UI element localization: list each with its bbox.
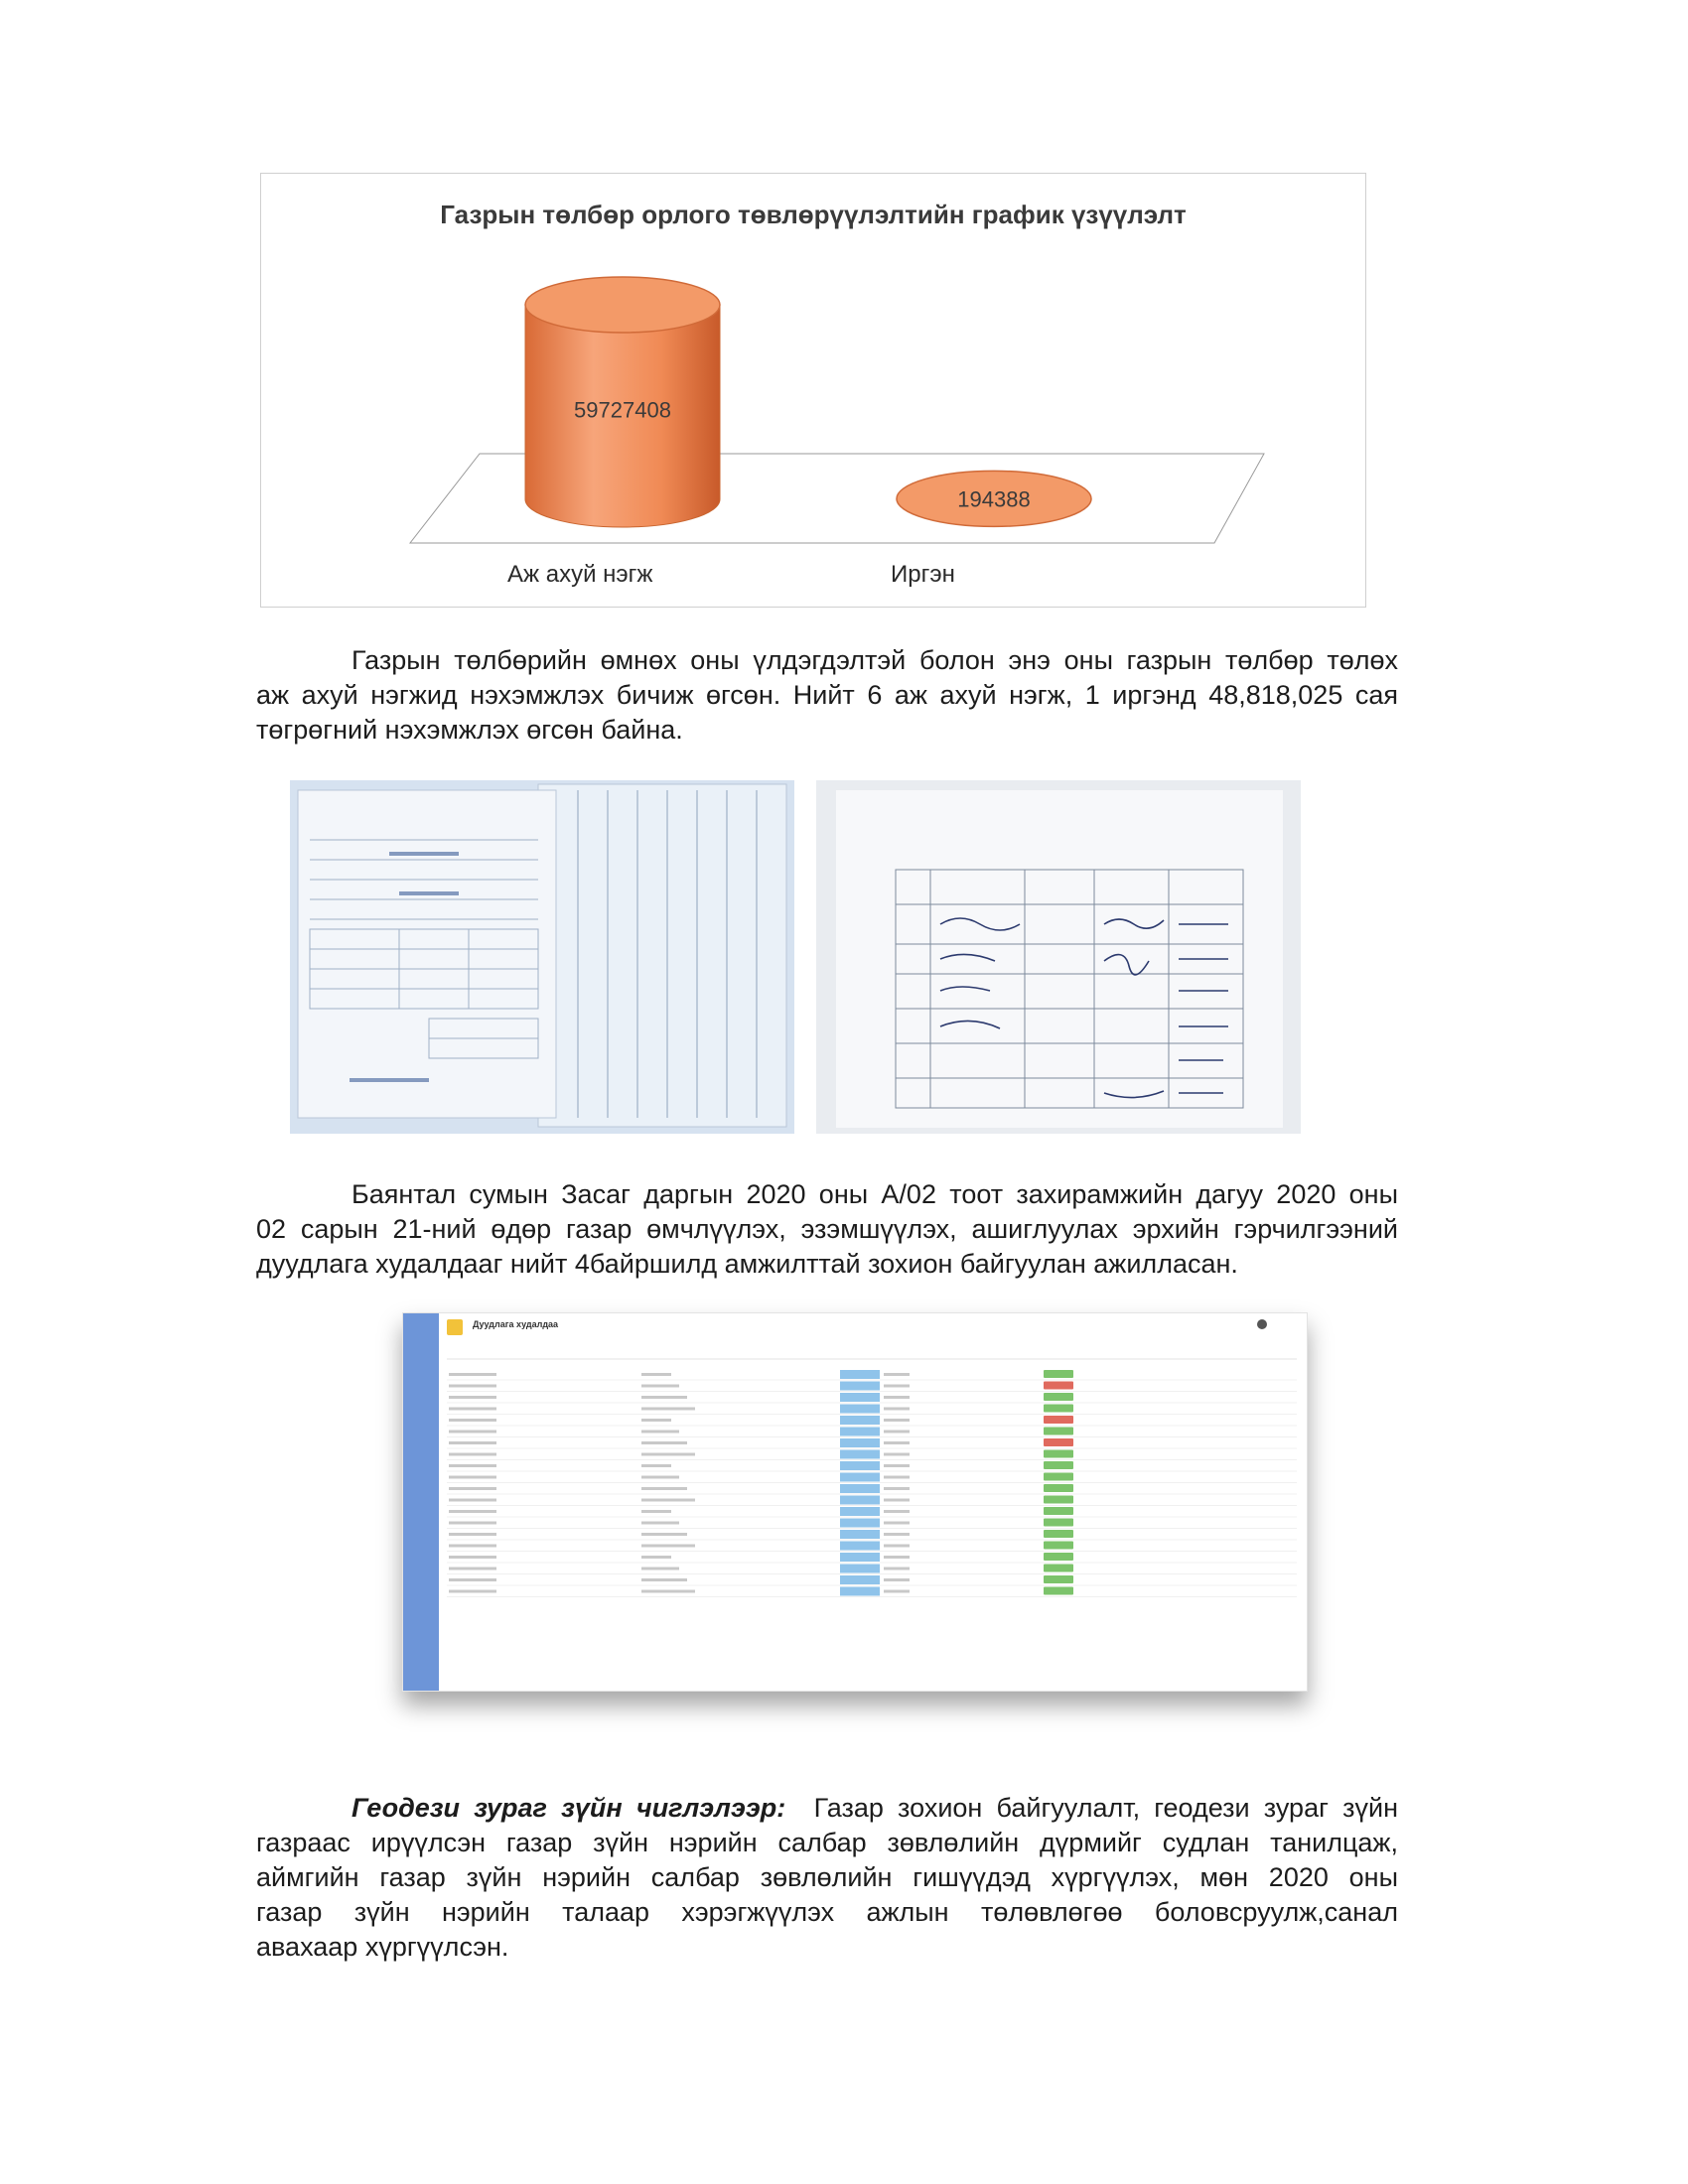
table-row [447,1565,1297,1574]
text-line: аж ахуй нэгжид нэхэмжлэх бичиж өгсөн. Нийт 6 аж ахуй нэгж, 1 иргэнд 48,818,025 сая [256,680,1398,710]
table-row [447,1461,1297,1471]
text-line: 02 сарын 21-ний өдөр газар өмчлүүлэх, эзэмшүүлэх, ашиглуулах эрхийн гэрчилгээний [256,1214,1398,1244]
table-row [447,1450,1297,1460]
chart-title: Газрын төлбөр орлого төвлөрүүлэлтийн график үзүүлэлт [440,200,1187,229]
paragraph-invoices [256,643,1398,748]
table-row [447,1473,1297,1483]
table-row [447,1496,1297,1506]
text-line: аймгийн газар зүйн нэрийн салбар зөвлөлийн гишүүдэд хүргүүлэх, мөн 2020 оны [256,1862,1398,1892]
signature-list-photo [816,780,1301,1134]
table-row [447,1530,1297,1540]
text-line: газар зүйн нэрийн талаар хэрэгжүүлэх ажлын төлөвлөгөө боловсруулж,санал [256,1897,1398,1927]
text-line: авахаар хүргүүлсэн. [256,1932,509,1962]
table-row [447,1416,1297,1426]
table-row [447,1428,1297,1437]
section-lead: Геодези зураг зүйн чиглэлээр: [352,1793,786,1823]
text-line [256,1791,1398,1826]
paragraph-geodesy [256,1791,1398,1965]
auction-app-screenshot [402,1312,1308,1692]
table-row [447,1575,1297,1585]
text-line: газраас ирүүлсэн газар зүйн нэрийн салбар зөвлөлийн дүрмийг судлан танилцаж, [256,1828,1398,1857]
text-line: дуудлага худалдааг нийт 4байршилд амжилттай зохион байгуулан ажилласан. [256,1249,1238,1279]
invoice-forms-photo [290,780,794,1134]
table-row [447,1484,1297,1494]
table-row [447,1553,1297,1563]
text-line: Баянтал сумын Засаг даргын 2020 оны А/02 тоот захирамжийн дагуу 2020 оны [352,1179,1398,1209]
paragraph-auction [256,1177,1398,1282]
table-row [447,1542,1297,1552]
table-row [447,1405,1297,1415]
chart-frame [260,173,1366,608]
text-line: Газрын төлбөрийн өмнөх оны үлдэгдэлтэй болон энэ оны газрын төлбөр төлөх [352,645,1398,675]
table-row [447,1438,1297,1448]
table-row [447,1370,1297,1380]
table-row [447,1507,1297,1517]
category-label: Аж ахуй нэгж [507,561,653,588]
table-row [447,1587,1297,1597]
table-row [447,1519,1297,1529]
table-row [447,1382,1297,1392]
chart-data-label: 59727408 [574,397,671,423]
category-label: Иргэн [891,561,955,588]
auction-table [403,1313,1307,1691]
text-fragment: Газар зохион байгуулалт, геодези зураг зүйн [813,1793,1398,1823]
chart-data-label: 194388 [957,486,1031,512]
app-title: Дуудлага худалдаа [473,1319,559,1329]
table-row [447,1393,1297,1403]
text-line: төгрөгний нэхэмжлэх өгсөн байна. [256,715,683,745]
chart-plot [261,174,1367,609]
